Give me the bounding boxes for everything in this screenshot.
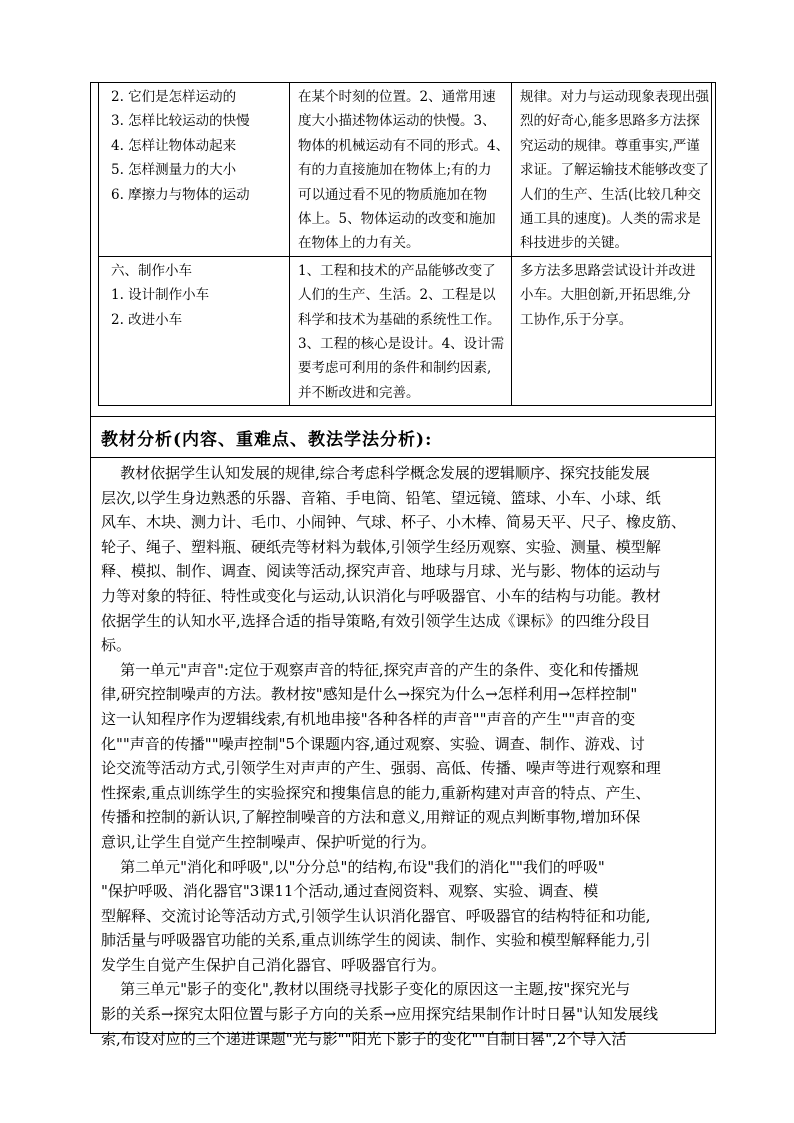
text-line: 究运动的规律。尊重事实,严谨 [520, 137, 700, 154]
table-row [99, 83, 712, 256]
paragraph-line: 第一单元"声音":定位于观察声音的特征,探究声音的产生的条件、变化和传播规 [101, 660, 639, 679]
attitude-cell [512, 256, 712, 405]
paragraph-line: 释、模拟、制作、调查、阅读等活动,探究声音、地球与月球、光与影、物体的运动与 [101, 562, 661, 581]
text-line: 可以通过看不见的物质施加在物 [298, 186, 487, 203]
text-line: 在某个时刻的位置。2、通常用速 [298, 89, 496, 105]
paragraph-line: 索,布设对应的三个递进课题"光与影""阳光下影子的变化""自制日晷",2个导入活 [101, 1029, 627, 1048]
paragraph-line: 肺活量与呼吸器官功能的关系,重点训练学生的阅读、制作、实验和模型解释能力,引 [101, 931, 651, 950]
lesson-item: 6. 摩擦力与物体的运动 [111, 186, 250, 203]
text-line: 1、工程和技术的产品能够改变了 [298, 262, 496, 279]
lesson-item: 5. 怎样测量力的大小 [111, 162, 237, 179]
text-line: 物体的机械运动有不同的形式。4、 [298, 137, 510, 154]
lesson-list-cell [99, 83, 290, 256]
paragraph-line: 律,研究控制噪声的方法。教材按"感知是什么→探究为什么→怎样利用→怎样控制" [101, 685, 638, 704]
paragraph-line: 发学生自觉产生保护自己消化器官、呼吸器官行为。 [101, 955, 447, 974]
lesson-item: 1. 设计制作小车 [111, 287, 210, 304]
lesson-item: 2. 改进小车 [111, 311, 183, 328]
text-line: 科学和技术为基础的系统性工作。 [298, 311, 501, 328]
lesson-item: 4. 怎样让物体动起来 [111, 137, 237, 154]
paragraph-line: 第二单元"消化和呼吸",以"分分总"的结构,布设"我们的消化""我们的呼吸" [101, 857, 605, 876]
text-line: 通工具的速度)。人类的需求是 [520, 211, 701, 228]
text-line: 度大小描述物体运动的快慢。3、 [298, 113, 496, 130]
concept-cell [290, 256, 512, 405]
page-frame [90, 82, 716, 1048]
table-row [99, 256, 712, 405]
text-line: 人们的生产、生活。2、工程是以 [298, 287, 496, 304]
analysis-body [101, 461, 707, 1051]
text-line: 多方法多思路尝试设计并改进 [520, 262, 696, 279]
text-line: 求证。了解运输技术能够改变了 [520, 162, 709, 179]
paragraph-line: 化""声音的传播""噪声控制"5个课题内容,通过观察、实验、调查、制作、游戏、讨 [101, 734, 645, 753]
lesson-item: 六、制作小车 [111, 262, 192, 279]
lesson-item: 3. 怎样比较运动的快慢 [111, 113, 250, 130]
paragraph-line: 第三单元"影子的变化",教材以围绕寻找影子变化的原因这一主题,按"探究光与 [101, 980, 631, 999]
text-line: 科技进步的关键。 [520, 235, 628, 252]
text-line: 规律。对力与运动现象表现出强 [520, 89, 709, 105]
section-title: 教材分析(内容、重难点、教法学法分析): [101, 430, 433, 450]
paragraph-line: 轮子、绳子、塑料瓶、硬纸壳等材料为载体,引领学生经历观察、实验、测量、模型解 [101, 537, 661, 556]
lesson-list-cell [99, 256, 290, 405]
paragraph-line: 型解释、交流讨论等活动方式,引领学生认识消化器官、呼吸器官的结构特征和功能, [101, 906, 651, 925]
attitude-cell [512, 83, 712, 256]
text-line: 3、工程的核心是设计。4、设计需 [298, 336, 505, 353]
text-line: 小车。大胆创新,开拓思维,分 [520, 287, 691, 304]
text-line: 人们的生产、生活(比较几种交 [520, 186, 701, 203]
paragraph-line: 传播和控制的新认识,了解控制噪音的方法和意义,用辩证的观点判断事物,增加环保 [101, 808, 641, 827]
paragraph-line: 力等对象的特征、特性或变化与运动,认识消化与呼吸器官、小车的结构与功能。教材 [101, 586, 661, 605]
text-line: 体上。5、物体运动的改变和施加 [298, 211, 496, 228]
paragraph-line: "保护呼吸、消化器官"3课11个活动,通过查阅资料、观察、实验、调查、模 [101, 882, 599, 901]
paragraph-line: 论交流等活动方式,引领学生对声声的产生、强弱、高低、传播、噪声等进行观察和理 [101, 759, 661, 778]
paragraph-line: 风车、木块、测力计、毛巾、小闹钟、气球、杯子、小木棒、简易天平、尺子、橡皮筋、 [101, 513, 687, 532]
text-line: 烈的好奇心,能多思路多方法探 [520, 113, 700, 130]
text-line: 要考虑可利用的条件和制约因素, [298, 360, 492, 377]
text-line: 在物体上的力有关。 [298, 235, 420, 252]
analysis-header [91, 416, 715, 458]
text-line: 工协作,乐于分享。 [520, 311, 633, 328]
text-line: 并不断改进和完善。 [298, 384, 420, 401]
paragraph-line: 依据学生的认知水平,选择合适的指导策略,有效引领学生达成《课标》的四维分段目 [101, 611, 651, 630]
paragraph-line: 教材依据学生认知发展的规律,综合考虑科学概念发展的逻辑顺序、探究技能发展 [101, 464, 650, 482]
concept-cell [290, 83, 512, 256]
paragraph-line: 层次,以学生身边熟悉的乐器、音箱、手电筒、铅笔、望远镜、篮球、小车、小球、纸 [101, 488, 661, 507]
paragraph-line: 性探索,重点训练学生的实验探究和搜集信息的能力,重新构建对声音的特点、产生、 [101, 783, 651, 802]
paragraph-line: 这一认知程序作为逻辑线索,有机地串接"各种各样的声音""声音的产生""声音的变 [101, 709, 636, 728]
paragraph-line: 标。 [101, 636, 132, 655]
lesson-item: 2. 它们是怎样运动的 [111, 89, 237, 105]
unit-objectives-table [98, 83, 712, 406]
paragraph-line: 影的关系→探究太阳位置与影子方向的关系→应用探究结果制作计时日晷"认知发展线 [101, 1005, 659, 1024]
text-line: 有的力直接施加在物体上;有的力 [298, 162, 492, 179]
paragraph-line: 意识,让学生自觉产生控制噪声、保护听觉的行为。 [101, 832, 436, 851]
